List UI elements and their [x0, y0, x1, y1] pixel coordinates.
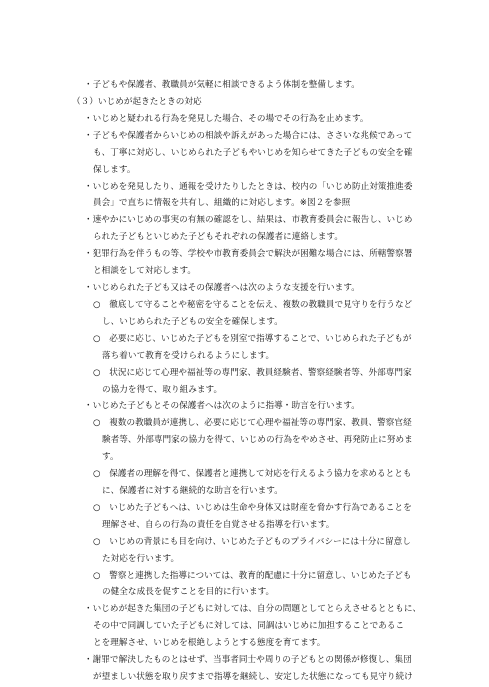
- circle-item-continuation: す。: [102, 452, 119, 463]
- bullet-continuation: 員会」で直ちに情報を共有し、組織的に対応します。※図２を参照: [93, 198, 351, 209]
- circle-item-continuation: し、いじめられた子どもの安全を確保します。: [102, 316, 283, 327]
- bullet-continuation: とを理解させ、いじめを根絶しようとする態度を育てます。: [93, 638, 326, 649]
- circle-item: ○ 徹底して守ることや秘密を守ることを伝え、複数の教職員で見守りを行うなど: [93, 299, 413, 310]
- circle-item: ○ 状況に応じて心理や福祉等の専門家、教員経験者、警察経験者等、外部専門家: [93, 367, 412, 378]
- circle-item-continuation: 理解させ、自らの行為の責任を自覚させる指導を行います。: [102, 519, 335, 530]
- bullet-continuation: 保します。: [93, 164, 136, 175]
- bullet-line: ・謝罪で解決したものとはせず、当事者同士や周りの子どもとの関係が修復し、集団: [84, 655, 412, 666]
- circle-item: ○ 警察と連携した指導については、教育的配慮に十分に留意し、いじめた子ども: [93, 570, 412, 581]
- circle-item-continuation: 験者等、外部専門家の協力を得て、いじめの行為をやめさせ、再発防止に努めま: [102, 435, 413, 446]
- bullet-line: ・犯罪行為を伴うもの等、学校や市教育委員会で解決が困難な場合には、所轄警察署: [84, 249, 413, 260]
- bullet-continuation: と相談をして対応します。: [93, 266, 197, 277]
- circle-item-continuation: た対応を行います。: [102, 553, 180, 564]
- circle-item: ○ 必要に応じ、いじめた子どもを別室で指導することで、いじめられた子どもが: [93, 333, 412, 344]
- bullet-continuation: られた子どもといじめた子どもそれぞれの保護者に連絡します。: [93, 232, 343, 243]
- bullet-line: ・いじめと疑われる行為を発見した場合、その場でその行為を止めます。: [84, 113, 369, 124]
- bullet-line: ・いじめられた子ども又はその保護者へは次のような支援を行います。: [84, 283, 360, 293]
- circle-item-continuation: の協力を得て、取り組みます。: [102, 384, 223, 395]
- body-line: ・子どもや保護者、教職員が気軽に相談できるよう体制を整備します。: [84, 80, 360, 90]
- circle-item-continuation: の健全な成長を促すことを目的に行います。: [102, 587, 275, 598]
- circle-item: ○ いじめた子どもへは、いじめは生命や身体又は財産を脅かす行為であることを: [93, 502, 412, 513]
- circle-item: ○ 複数の教職員が連携し、必要に応じて心理や福祉等の専門家、教員、警察官経: [93, 418, 412, 429]
- bullet-line: ・いじめを発見したり、通報を受けたりしたときは、校内の「いじめ防止対策推進委: [84, 181, 413, 192]
- bullet-continuation: その中で同調していた子どもに対しては、同調はいじめに加担することであるこ: [93, 621, 405, 632]
- bullet-continuation: も、丁寧に対応し、いじめられた子どもやいじめを知らせてきた子どもの安全を確: [93, 147, 413, 158]
- circle-item: ○ 保護者の理解を得て、保護者と連携して対応を行えるよう協力を求めるととも: [93, 469, 412, 479]
- circle-item-continuation: に、保護者に対する継続的な助言を行います。: [102, 485, 283, 496]
- bullet-continuation: が望ましい状態を取り戻すまで指導を継続し、安定した状態になっても見守り続け: [93, 672, 413, 682]
- section-heading: （３）いじめが起きたときの対応: [72, 96, 202, 107]
- bullet-line: ・速やかにいじめの事実の有無の確認をし、結果は、市教育委員会に報告し、いじめ: [84, 215, 413, 226]
- bullet-line: ・いじめた子どもとその保護者へは次のように指導・助言を行います。: [84, 401, 360, 412]
- circle-item-continuation: 落ち着いて教育を受けられるようにします。: [102, 350, 275, 361]
- bullet-line: ・いじめが起きた集団の子どもに対しては、自分の問題としてとらえさせるとともに、: [84, 604, 422, 615]
- circle-item: ○ いじめの背景にも目を向け、いじめた子どものプライバシーには十分に留意し: [93, 536, 411, 547]
- bullet-line: ・子どもや保護者からいじめの相談や訴えがあった場合には、ささいな兆候であって: [84, 130, 413, 141]
